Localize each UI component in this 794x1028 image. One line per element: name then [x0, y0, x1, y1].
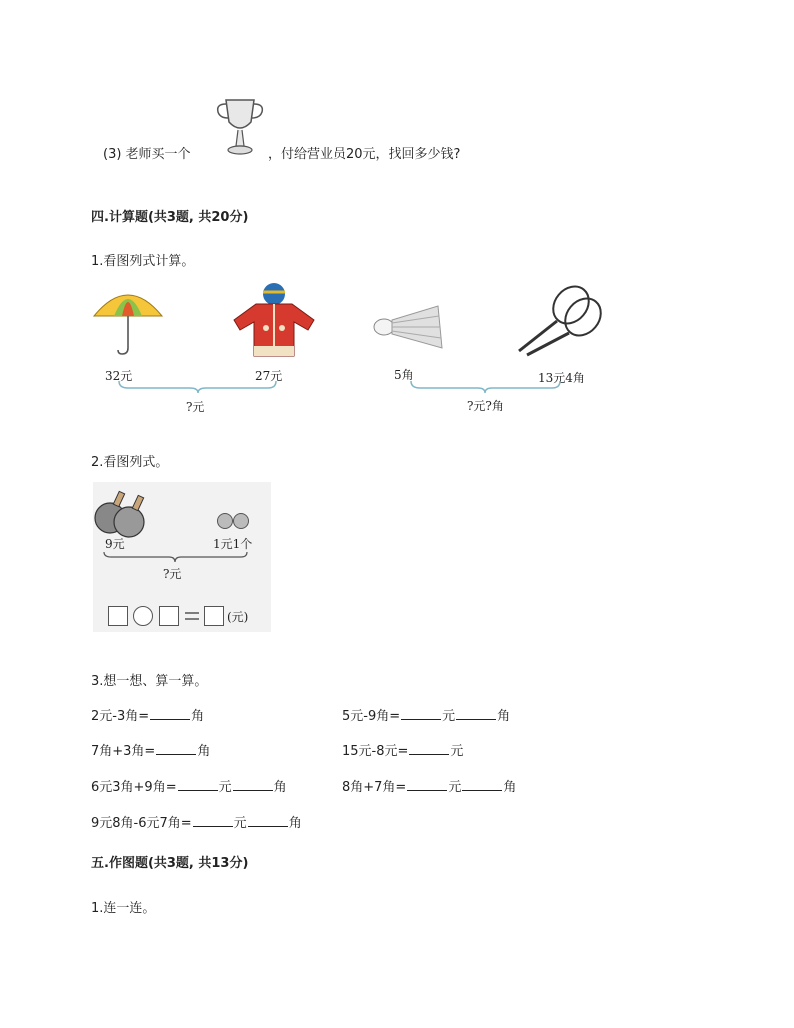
racket-price: 13元4角	[538, 371, 585, 385]
operator-circle	[133, 606, 153, 626]
q3-text-pre: (3) 老师买一个	[103, 147, 191, 162]
calc-item: 15元-8元= 元	[342, 744, 464, 759]
right-brace	[410, 380, 562, 394]
answer-blank[interactable]	[233, 778, 273, 791]
answer-blank[interactable]	[248, 814, 288, 827]
rackets-icon	[513, 283, 605, 359]
answer-blank[interactable]	[193, 814, 233, 827]
section5-title: 五.作图题(共3题, 共13分)	[91, 856, 249, 871]
answer-box	[204, 606, 224, 626]
shuttlecock-icon	[372, 302, 448, 352]
calc-item: 9元8角-6元7角= 元 角	[91, 816, 302, 831]
answer-blank[interactable]	[150, 707, 190, 720]
umbrella-icon	[92, 282, 164, 358]
coat-price: 27元	[255, 369, 283, 383]
answer-blank[interactable]	[462, 778, 502, 791]
q3-text-post: ，付给营业员20元，找回多少钱?	[268, 147, 461, 162]
answer-blank[interactable]	[401, 707, 441, 720]
p2-title: 2.看图列式。	[91, 455, 169, 470]
answer-box	[108, 606, 128, 626]
p2-total: ?元	[163, 567, 182, 581]
answer-blank[interactable]	[156, 742, 196, 755]
right-total: ?元?角	[467, 399, 504, 413]
balls-icon	[215, 512, 259, 532]
calc-item: 2元-3角= 角	[91, 709, 205, 724]
p1-title: 1.看图列式计算。	[91, 254, 195, 269]
q3-text-post-wrap	[268, 143, 460, 162]
answer-box	[159, 606, 179, 626]
p5-1-title: 1.连一连。	[91, 901, 156, 916]
calc-item: 6元3角+9角= 元 角	[91, 780, 287, 795]
trophy-icon	[214, 96, 266, 158]
answer-blank[interactable]	[407, 778, 447, 791]
calc-item: 8角+7角= 元 角	[342, 780, 517, 795]
p2-unit: (元)	[227, 610, 249, 624]
answer-blank[interactable]	[456, 707, 496, 720]
calc-item: 7角+3角= 角	[91, 744, 211, 759]
coat-icon	[228, 282, 320, 360]
calc-item: 5元-9角= 元 角	[342, 709, 511, 724]
equals-icon	[184, 610, 200, 622]
answer-blank[interactable]	[178, 778, 218, 791]
left-total: ?元	[186, 400, 205, 414]
p2-figure	[93, 482, 271, 632]
paddles-icon	[93, 486, 163, 538]
umbrella-price: 32元	[105, 369, 133, 383]
answer-blank[interactable]	[409, 742, 449, 755]
ball-price: 1元1个	[213, 537, 253, 551]
shuttle-price: 5角	[394, 368, 414, 382]
p3-title: 3.想一想、算一算。	[91, 674, 208, 689]
paddle-price: 9元	[105, 537, 125, 551]
left-brace	[118, 380, 278, 394]
q3-line	[103, 143, 191, 162]
p2-brace	[103, 551, 249, 563]
section4-title: 四.计算题(共3题, 共20分)	[91, 210, 249, 225]
